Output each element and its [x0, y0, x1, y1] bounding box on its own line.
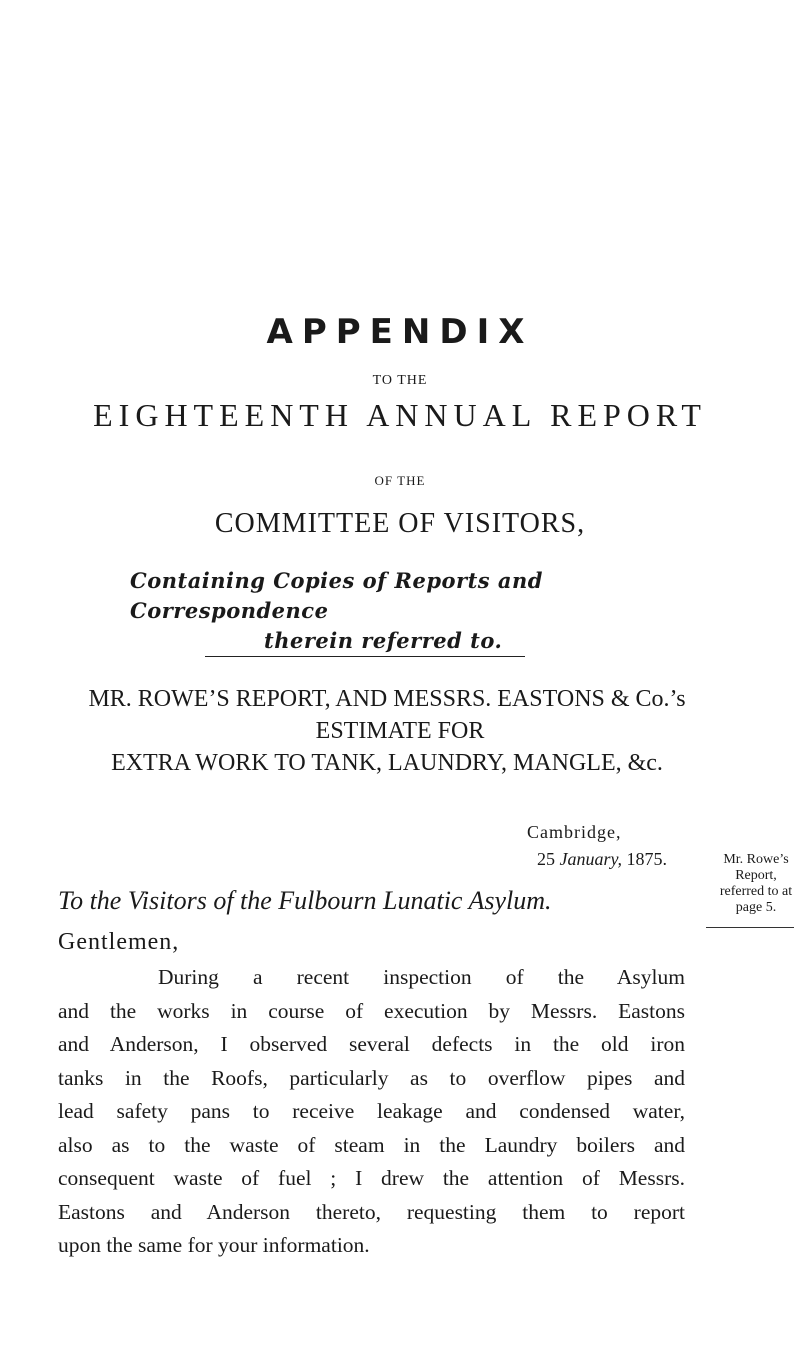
margin-note-line-4: page 5.: [735, 900, 777, 915]
to-the-text: TO THE: [372, 373, 428, 388]
body-line: tanks in the Roofs, particularly as to overflow pipes and: [58, 1065, 685, 1090]
body-line: and the works in course of execution by Messrs. Eastons: [58, 998, 685, 1023]
body-line: and Anderson, I observed several defects in the old iron: [58, 1032, 685, 1056]
containing-line-2: therein referred to.: [264, 628, 503, 653]
body-line: lead safety pans to receive leakage and condensed water,: [58, 1099, 685, 1123]
body-line: During a recent inspection of the Asylum: [158, 965, 685, 989]
containing-subtitle: [130, 566, 730, 656]
letter-place: Cambridge,: [527, 822, 622, 842]
appendix-heading: APPENDIX: [266, 312, 534, 352]
margin-note: [713, 852, 799, 916]
margin-note-line-1: Mr. Rowe’s: [723, 852, 789, 867]
committee-title: COMMITTEE OF VISITORS,: [214, 508, 586, 539]
letter-date: [537, 849, 667, 870]
margin-note-line-2: Report,: [735, 868, 777, 883]
letter-addressee: To the Visitors of the Fulbourn Lunatic Asylum.: [58, 886, 552, 915]
subject-line-1: MR. ROWE’S REPORT, AND MESSRS. EASTONS & Co.’s: [88, 686, 686, 712]
letter-body: [58, 961, 685, 1263]
report-title: EIGHTEENTH ANNUAL REPORT: [93, 397, 707, 433]
letter-salutation: Gentlemen,: [58, 929, 180, 955]
margin-note-rule: [706, 927, 794, 928]
section-divider: [205, 656, 525, 657]
subject-line-2: ESTIMATE FOR: [315, 718, 485, 744]
subject-heading: [0, 683, 800, 779]
of-the-text: OF THE: [374, 473, 426, 488]
body-line: Eastons and Anderson thereto, requesting them to report: [58, 1199, 685, 1224]
margin-note-line-3: referred to at: [719, 884, 793, 899]
date-month: January,: [559, 849, 622, 869]
body-line: also as to the waste of steam in the Laundry boilers and: [58, 1132, 685, 1157]
date-day: 25: [537, 849, 555, 869]
date-year: 1875.: [626, 849, 667, 869]
body-line: upon the same for your information.: [58, 1233, 370, 1257]
containing-line-1: Containing Copies of Reports and Correspondence: [130, 568, 543, 623]
body-line: consequent waste of fuel ; I drew the attention of Messrs.: [58, 1166, 685, 1190]
subject-line-3: EXTRA WORK TO TANK, LAUNDRY, MANGLE, &c.: [111, 750, 663, 776]
